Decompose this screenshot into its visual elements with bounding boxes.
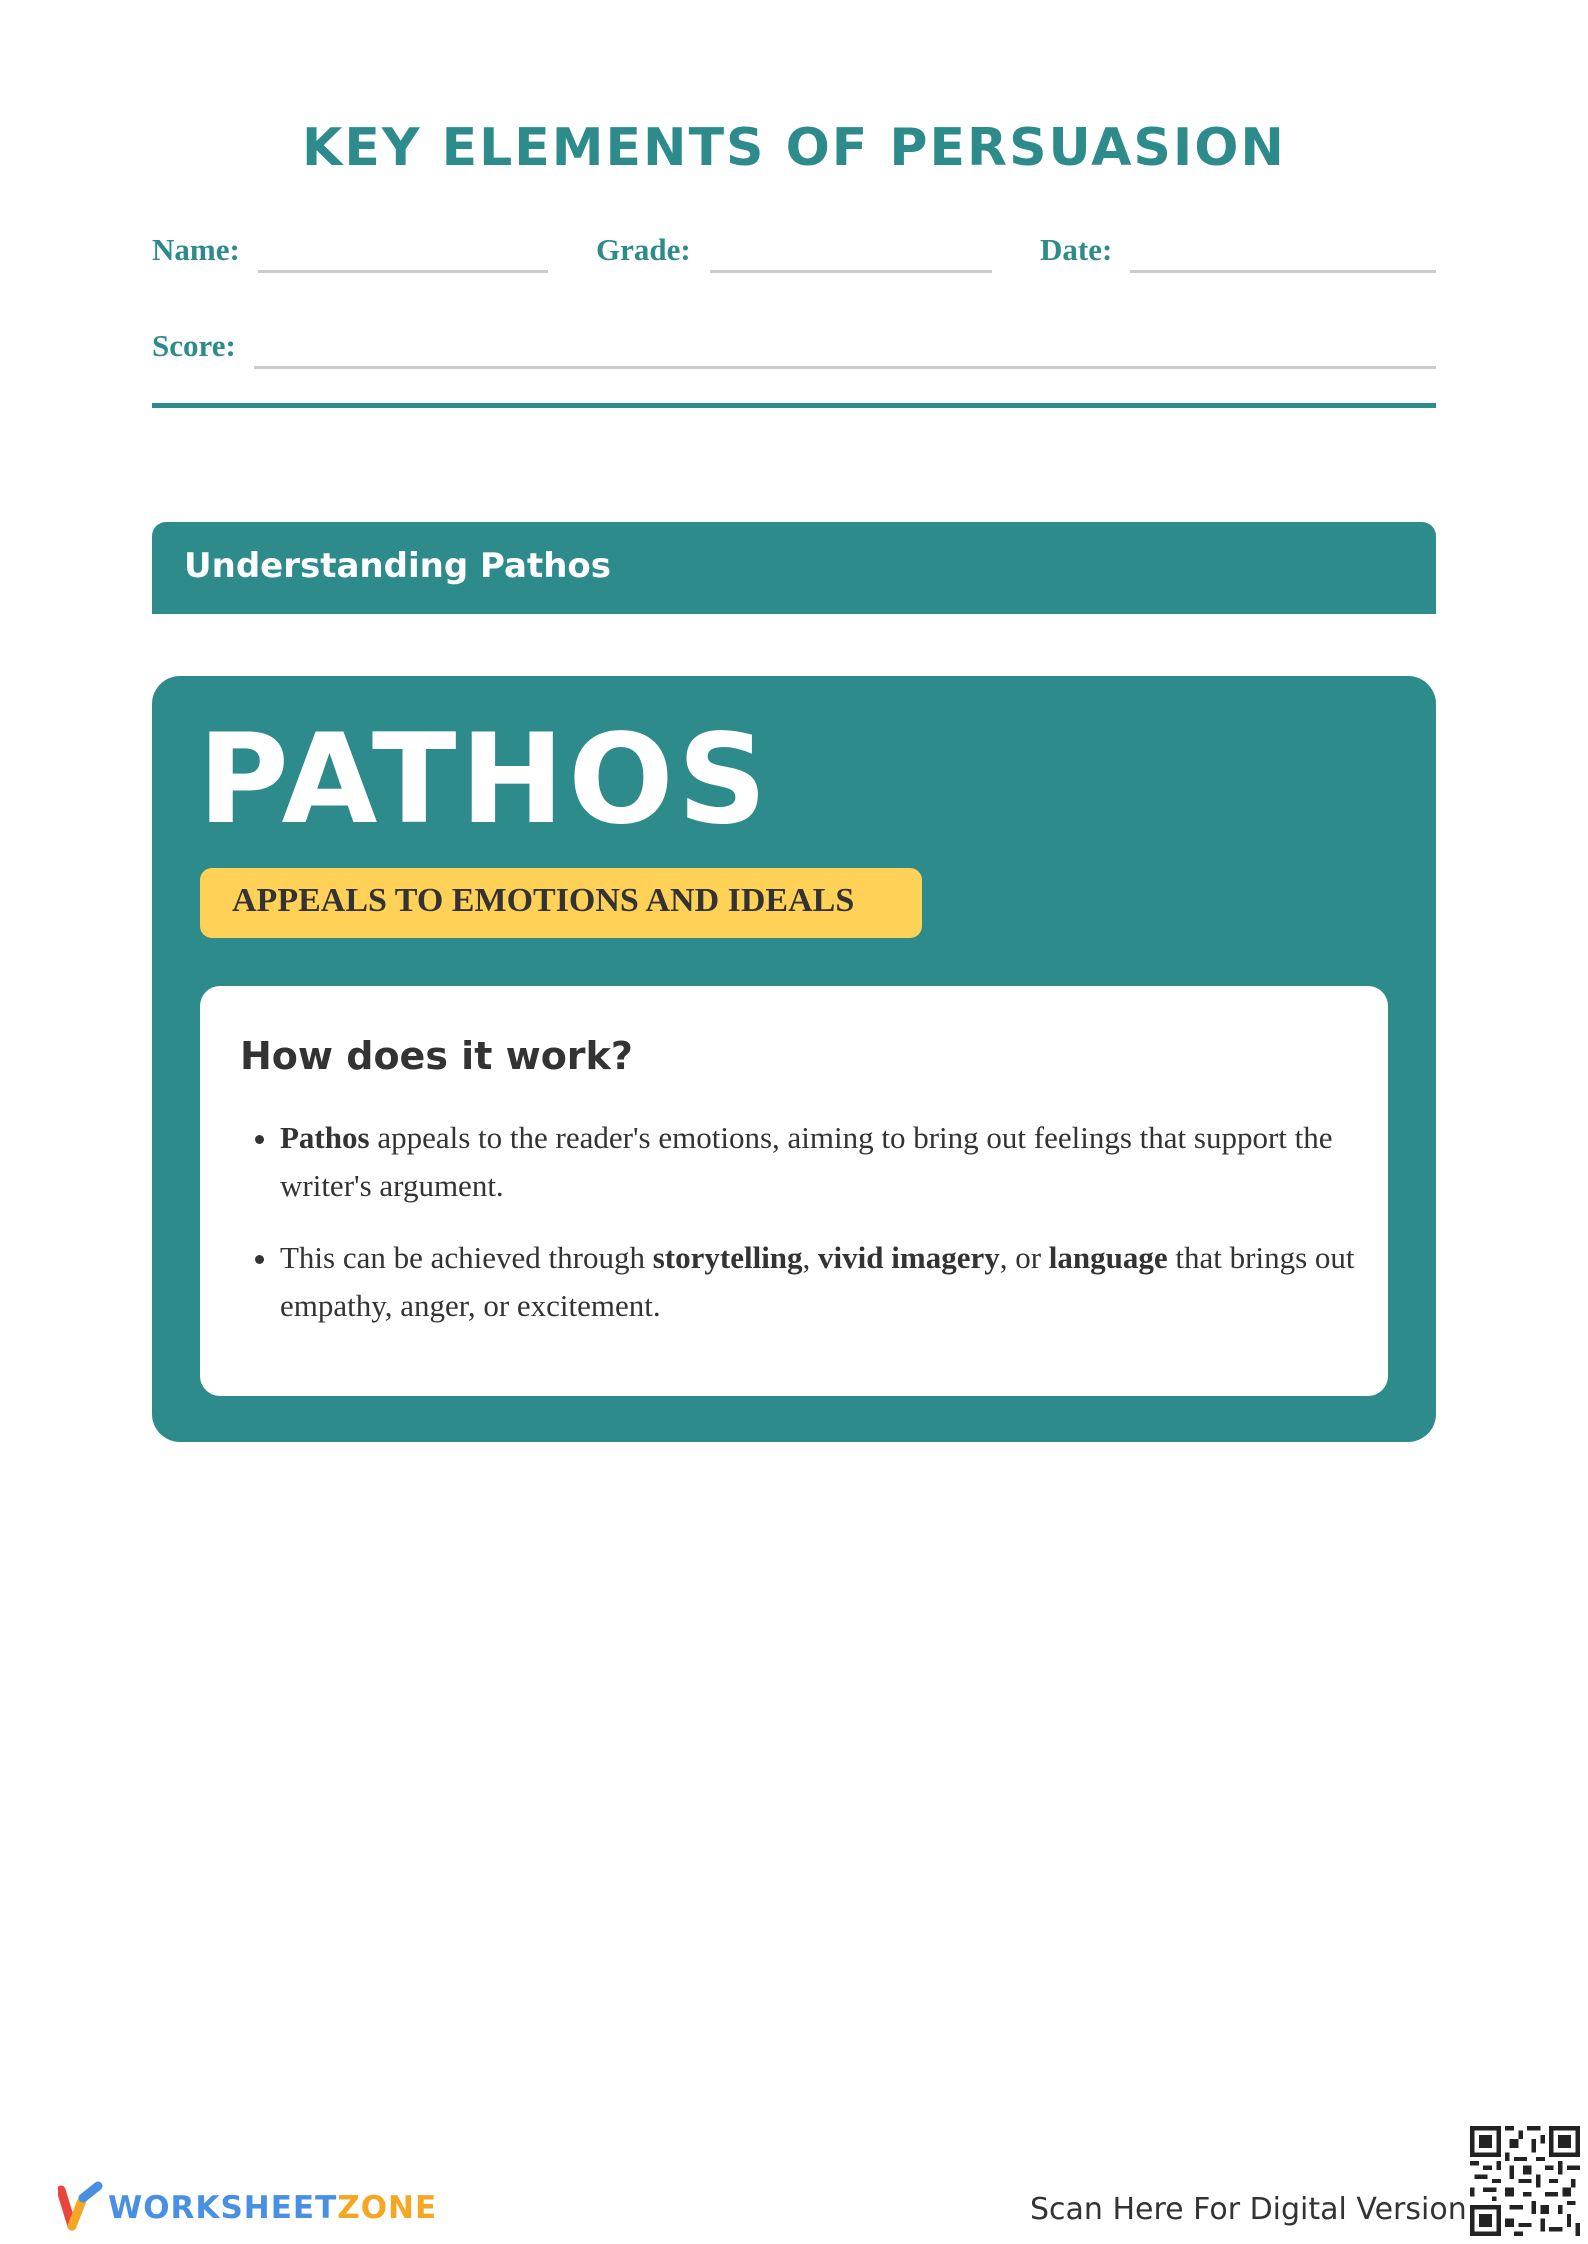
explanation-box <box>200 986 1388 1396</box>
score-field[interactable] <box>254 366 1436 369</box>
grade-field[interactable] <box>710 270 992 273</box>
date-field[interactable] <box>1130 270 1436 273</box>
score-label: Score: <box>152 328 236 363</box>
brand-logo <box>58 2180 438 2236</box>
list-item <box>280 1114 1390 1210</box>
explanation-title: How does it work? <box>240 1034 633 1078</box>
emphasis-text: language <box>1048 1240 1168 1275</box>
body-text: , <box>802 1240 819 1275</box>
brand-name-part1: WORKSHEET <box>108 2190 338 2226</box>
section-title: Understanding Pathos <box>184 546 611 586</box>
page-title: KEY ELEMENTS OF PERSUASION <box>302 118 1286 178</box>
body-text: This can be achieved through <box>280 1240 653 1275</box>
scan-instruction: Scan Here For Digital Version <box>1030 2192 1467 2227</box>
name-field[interactable] <box>258 270 548 273</box>
section-header <box>152 522 1436 614</box>
brand-name <box>108 2190 437 2226</box>
brand-name-part2: ZONE <box>337 2190 438 2226</box>
definition-badge <box>200 868 922 938</box>
card-heading: PATHOS <box>198 708 771 852</box>
header-divider <box>152 403 1436 408</box>
grade-label: Grade: <box>596 232 691 267</box>
name-label: Name: <box>152 232 240 267</box>
emphasis-text: Pathos <box>280 1120 370 1155</box>
list-item <box>280 1234 1390 1330</box>
explanation-list <box>240 1114 1390 1354</box>
badge-text: APPEALS TO EMOTIONS AND IDEALS <box>232 882 855 919</box>
body-text: appeals to the reader's emotions, aiming to bring out feelings that support the writer's argument. <box>280 1120 1333 1203</box>
body-text: that brings out empathy, anger, or excitement. <box>280 1240 1355 1323</box>
qr-code-icon[interactable] <box>1470 2126 1580 2236</box>
pathos-card <box>152 676 1436 1442</box>
date-label: Date: <box>1040 232 1113 267</box>
body-text: , or <box>999 1240 1049 1275</box>
emphasis-text: storytelling <box>652 1240 803 1275</box>
worksheetzone-logo-icon <box>58 2180 104 2234</box>
emphasis-text: vivid imagery <box>818 1240 1000 1275</box>
